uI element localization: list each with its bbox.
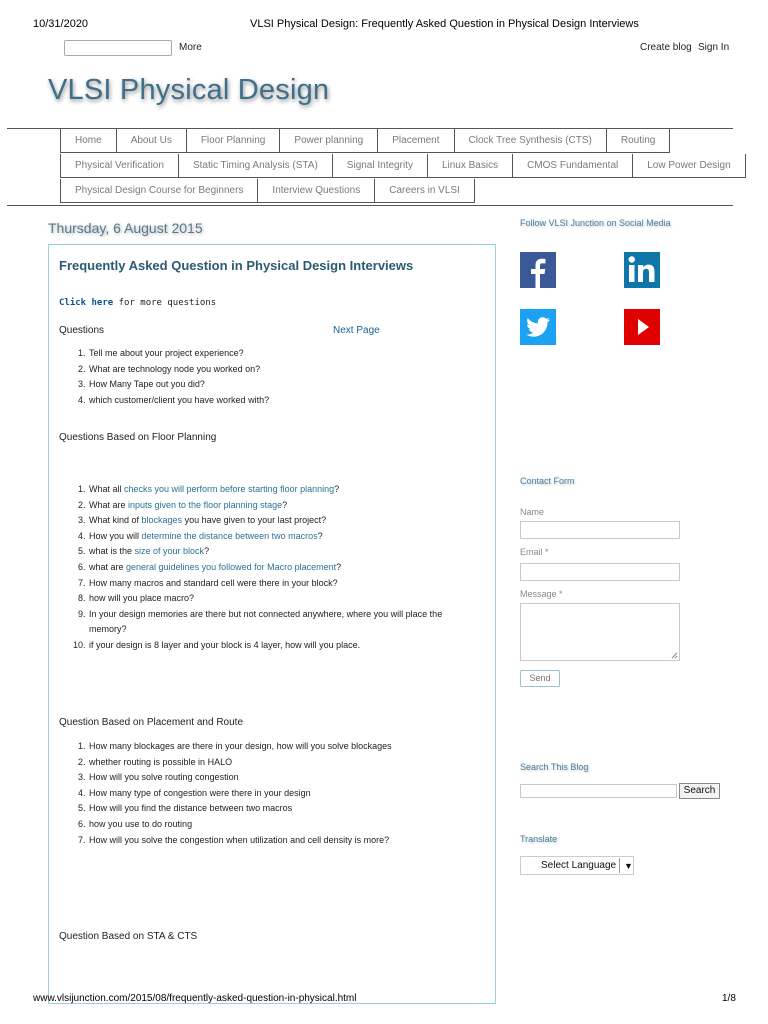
general-questions-list [59,346,479,408]
list-item [88,560,479,576]
dropdown-arrow-icon: ▼ [624,860,633,871]
nav-item[interactable]: Static Timing Analysis (STA) [178,154,332,178]
question-text: How you will [89,530,142,541]
nav-item[interactable]: Home [60,129,116,153]
pnr-heading: Question Based on Placement and Route [59,717,244,728]
name-field[interactable] [520,521,680,539]
list-item: 1. Tell me about your project experience? [88,346,479,362]
list-item [88,529,479,545]
list-item: 3. How will you solve routing congestion [88,770,479,786]
nav-item[interactable]: Linux Basics [427,154,512,178]
nav-item[interactable]: CMOS Fundamental [512,154,632,178]
list-item [88,591,479,607]
question-text-end: ? [204,546,210,557]
twitter-icon[interactable] [520,309,556,345]
question-text: what is the [89,546,135,557]
post-title[interactable]: Frequently Asked Question in Physical Design Interviews [59,258,414,273]
question-link[interactable]: inputs given to the floor planning stage [128,499,283,510]
list-item [88,544,479,560]
pnr-questions-list [59,739,479,848]
name-label: Name [520,507,545,517]
list-item [88,498,479,514]
question-text-end: ? [282,499,288,510]
print-url: www.vlsijunction.com/2015/08/frequently-asked-question-in-physical.html [33,993,357,1004]
resize-handle-icon[interactable] [671,652,678,659]
search-button[interactable]: Search [679,783,720,799]
nav-item[interactable]: Interview Questions [257,179,374,203]
list-item [88,513,479,529]
question-link[interactable]: determine the distance between two macros [141,530,318,541]
nav-item[interactable]: About Us [116,129,186,153]
question-text: how will you place macro? [89,593,195,604]
list-item: 7. How will you solve the congestion when utilization and cell density is more? [88,833,479,849]
nav-item[interactable]: Low Power Design [632,154,745,178]
question-text: In your design memories are there but not connected anywhere, where you will place the memory? [89,608,443,635]
blog-title[interactable]: VLSI Physical Design [48,74,330,106]
contact-heading: Contact Form [520,476,575,486]
question-text: What kind of [89,515,142,526]
question-text-end: ? [334,484,340,494]
floorplan-heading: Questions Based on Floor Planning [59,432,217,443]
questions-label: Questions [59,325,105,336]
nav-item[interactable]: Floor Planning [186,129,279,153]
sta-heading: Question Based on STA & CTS [59,931,198,942]
floorplan-questions-list [59,482,479,654]
question-link[interactable]: checks you will perform before starting floor planning [124,484,335,494]
question-text-end: ? [317,530,323,541]
more-link[interactable]: More [179,42,202,53]
navbar-search-input[interactable] [64,40,172,56]
create-blog-link[interactable]: Create blog [640,42,692,53]
list-item: 2. What are technology node you worked on? [88,362,479,378]
list-item: 5. How will you find the distance between two macros [88,801,479,817]
question-link[interactable]: blockages [141,515,183,526]
translate-heading: Translate [520,834,558,844]
main-nav [7,128,733,206]
nav-item[interactable]: Placement [377,129,453,153]
facebook-icon[interactable] [520,252,556,288]
question-text: How many macros and standard cell were there in your block? [89,577,338,588]
list-item [88,607,479,638]
linkedin-icon[interactable] [624,252,660,288]
follow-heading: Follow VLSI Junction on Social Media [520,218,671,228]
question-text: What all [89,484,125,494]
question-text: What are [89,499,129,510]
print-page-number: 1/8 [722,993,736,1004]
list-item: 4. How many type of congestion were there in your design [88,786,479,802]
question-link[interactable]: general guidelines you followed for Macro placement [126,561,337,572]
send-button[interactable]: Send [520,670,560,687]
nav-item[interactable]: Signal Integrity [332,154,427,178]
list-item [88,638,479,654]
list-item: 4. which customer/client you have worked with? [88,393,479,409]
list-item: 3. How Many Tape out you did? [88,377,479,393]
click-here-text: for more questions [113,298,217,308]
print-date: 10/31/2020 [33,18,89,30]
list-item: 2. whether routing is possible in HALO [88,755,479,771]
nav-item[interactable]: Physical Verification [60,154,178,178]
question-text-end: ? [336,561,342,572]
list-item [88,482,479,498]
language-select[interactable] [520,856,634,875]
question-text-end: you have given to your last project? [182,515,327,526]
list-item: 1. How many blockages are there in your design, how will you solve blockages [88,739,479,755]
print-page-title: VLSI Physical Design: Frequently Asked Question in Physical Design Interviews [250,18,639,30]
sign-in-link[interactable]: Sign In [698,42,730,53]
email-label: Email * [520,547,549,557]
nav-item[interactable]: Power planning [279,129,377,153]
nav-item[interactable]: Careers in VLSI [374,179,475,203]
next-page-link[interactable]: Next Page [333,325,380,336]
question-text: if your design is 8 layer and your block is 4 layer, how will you place. [89,639,361,650]
click-here-link[interactable]: Click here [59,298,114,308]
date-header: Thursday, 6 August 2015 [48,220,203,236]
message-label: Message * [520,589,563,599]
nav-item[interactable]: Routing [606,129,670,153]
blog-search-input[interactable] [520,784,677,798]
message-field[interactable] [520,603,680,661]
language-select-value: Select Language [541,860,617,871]
youtube-icon[interactable] [624,309,660,345]
list-item [88,576,479,592]
list-item: 6. how you use to do routing [88,817,479,833]
nav-item[interactable]: Physical Design Course for Beginners [60,179,257,203]
search-heading: Search This Blog [520,762,589,772]
nav-item[interactable]: Clock Tree Synthesis (CTS) [454,129,606,153]
email-field[interactable] [520,563,680,581]
question-link[interactable]: size of your block [134,546,205,557]
question-text: what are [89,561,127,572]
click-here-line [59,298,216,308]
